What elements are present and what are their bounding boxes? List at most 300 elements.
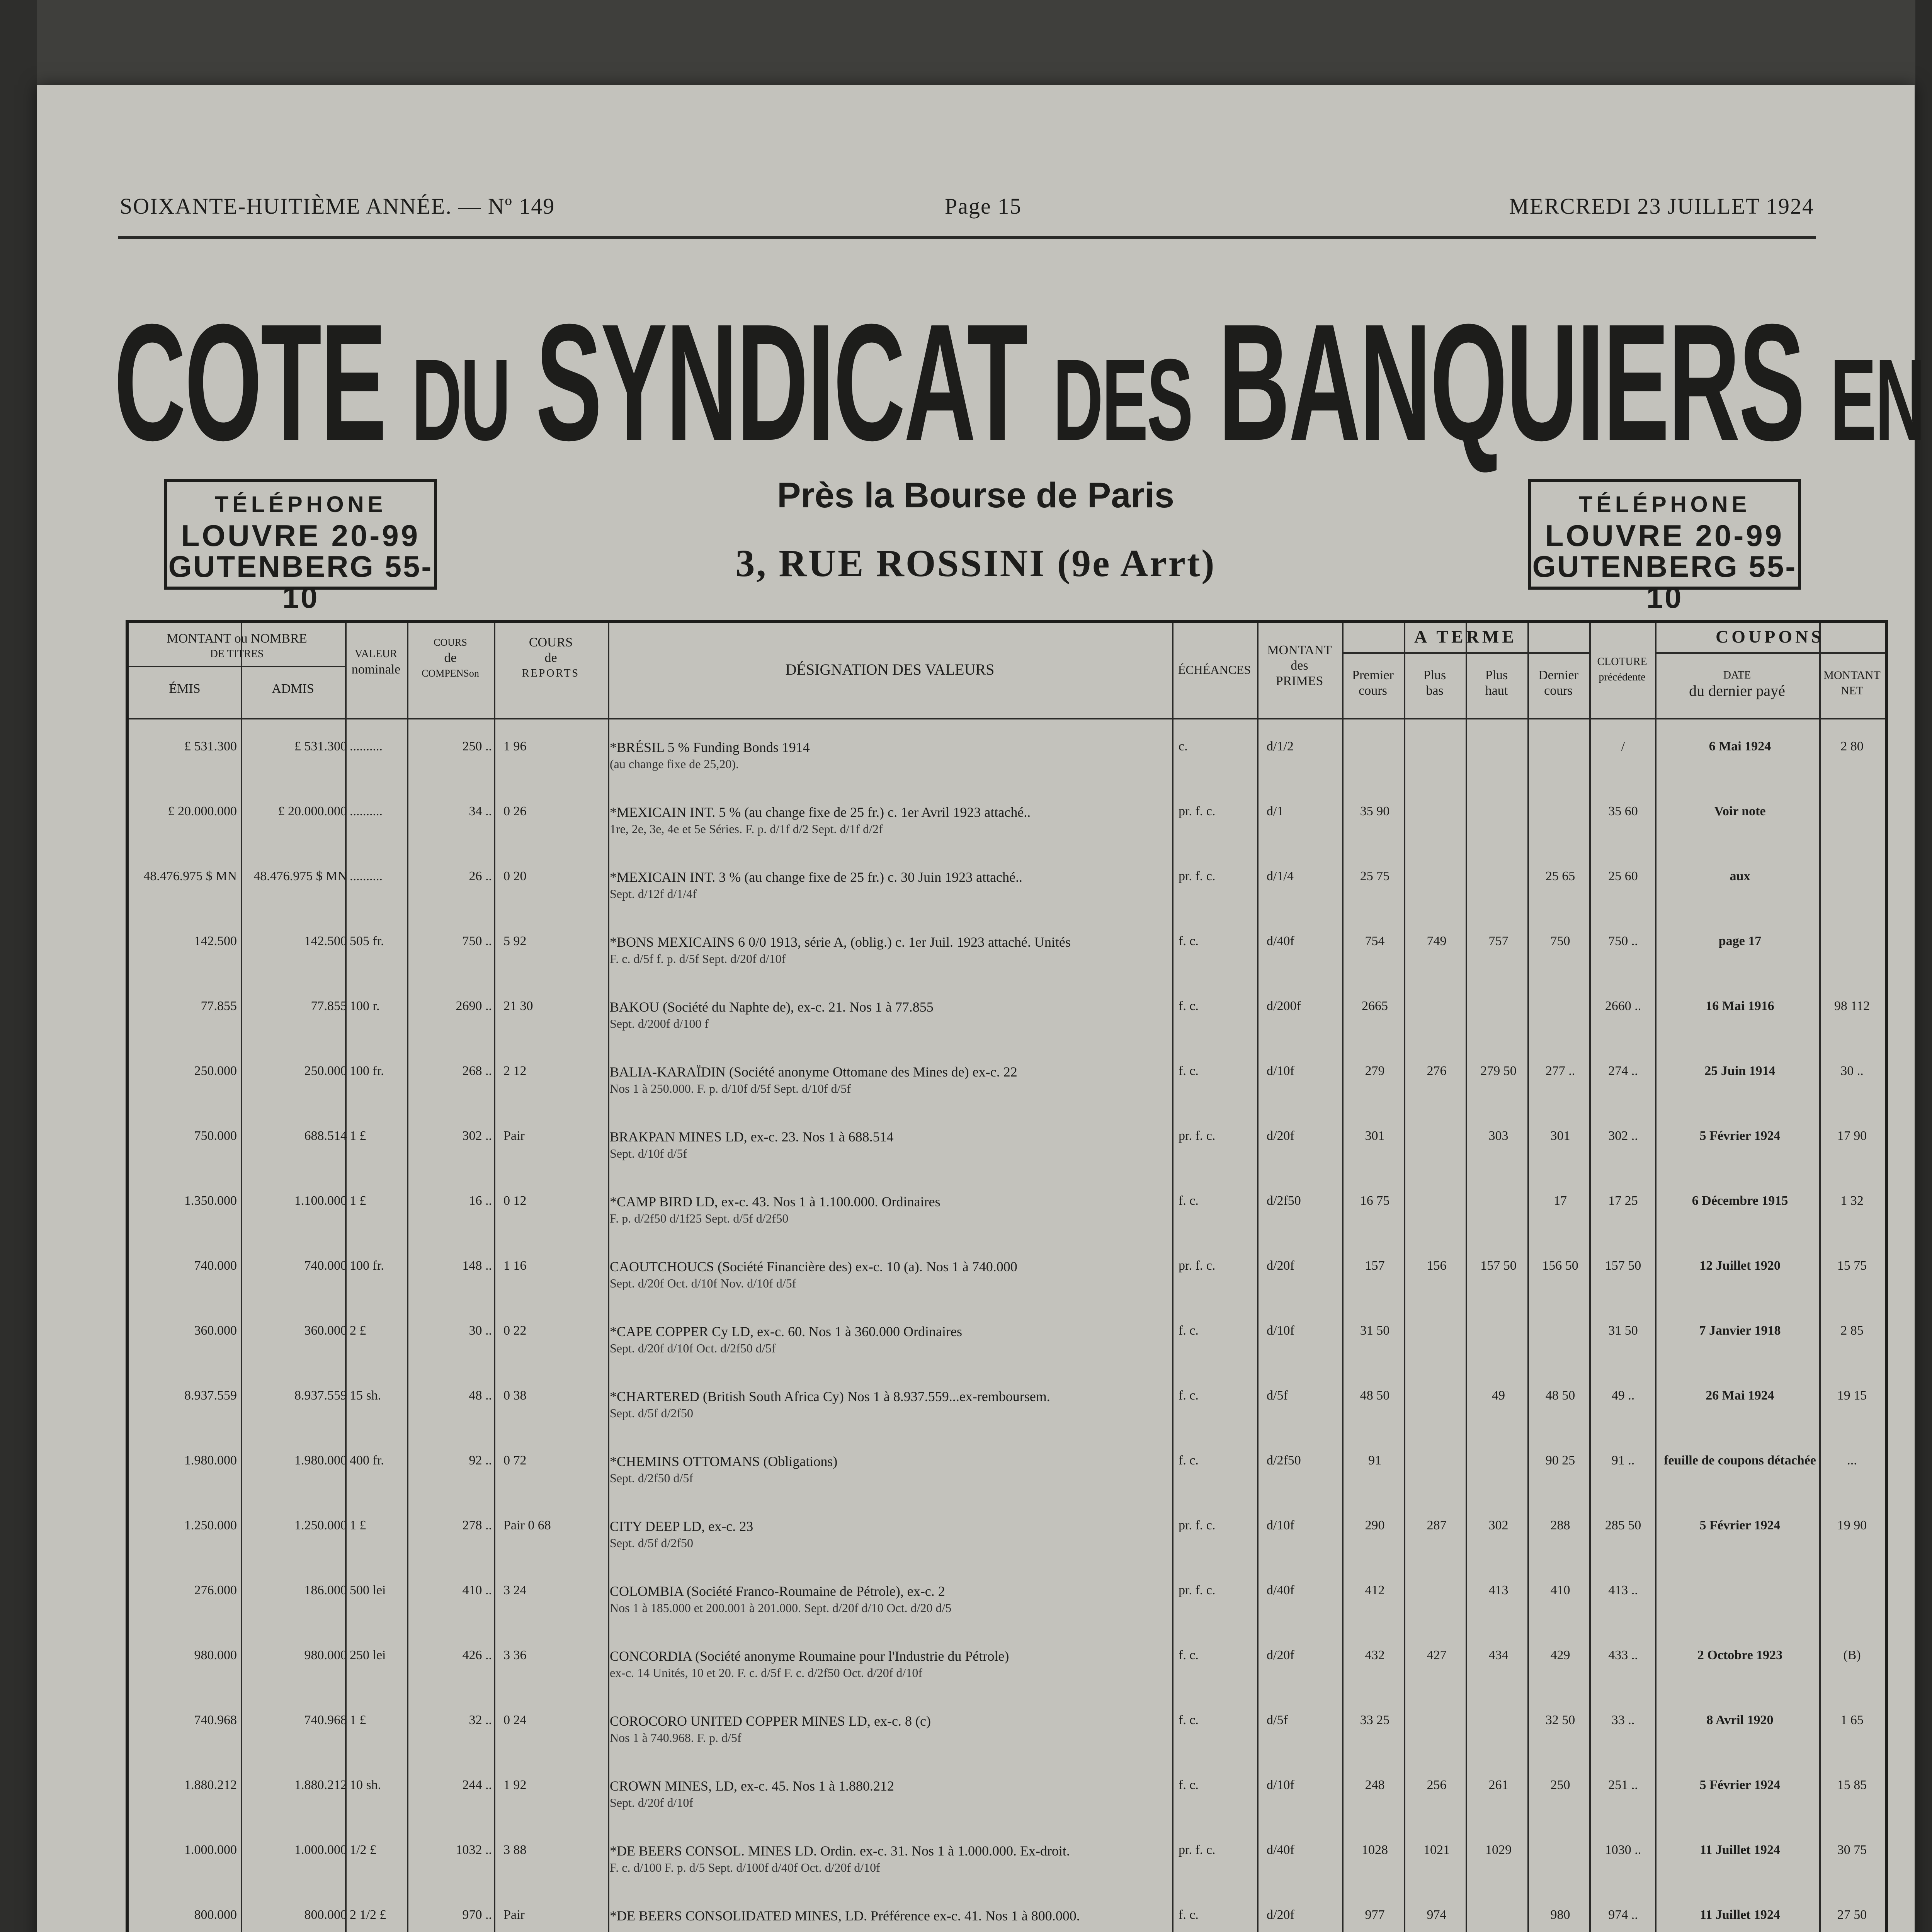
cell-net: 27 50	[1837, 1908, 1867, 1922]
running-head	[37, 193, 1915, 236]
cell-p4: 429	[1550, 1648, 1570, 1662]
cell-des2: Sept. d/200f d/100 f	[610, 1017, 709, 1031]
cell-admis: 186.000	[304, 1583, 347, 1597]
cell-ech: f. c.	[1179, 1778, 1199, 1792]
cell-admis: 250.000	[304, 1064, 347, 1078]
telephone-label: TÉLÉPHONE	[1578, 492, 1751, 517]
cell-emis: £ 20.000.000	[168, 804, 237, 818]
cell-p2: 276	[1427, 1064, 1447, 1078]
table-row	[129, 1453, 1885, 1503]
cell-clot: 750 ..	[1608, 934, 1638, 948]
cell-clot: 31 50	[1608, 1323, 1638, 1338]
cell-p1: 432	[1365, 1648, 1385, 1662]
cell-prime: d/20f	[1267, 1908, 1294, 1922]
cell-comp: 1032 ..	[456, 1843, 492, 1857]
cell-p1: 412	[1365, 1583, 1385, 1597]
header-bottom-rule	[129, 718, 1885, 719]
cell-p4: 288	[1550, 1518, 1570, 1532]
cell-date: 26 Mai 1924	[1706, 1388, 1774, 1403]
cell-rep: 0 22	[503, 1323, 527, 1338]
header-text: COMPENSon	[422, 668, 479, 679]
cell-emis: 250.000	[194, 1064, 237, 1078]
header-text: Premier	[1352, 668, 1394, 682]
subtitle: Près la Bourse de Paris	[777, 476, 1174, 515]
cell-admis: 740.968	[304, 1713, 347, 1727]
table-row	[129, 739, 1885, 789]
header-coupons: COUPONS	[1716, 627, 1824, 646]
cell-emis: 142.500	[194, 934, 237, 948]
cell-net: 19 15	[1837, 1388, 1867, 1403]
cell-des: *BONS MEXICAINS 6 0/0 1913, série A, (oblig.) c. 1er Juil. 1923 attaché. Unités	[610, 934, 1071, 950]
header-montant-net	[1819, 668, 1885, 699]
masthead-title	[114, 290, 1924, 475]
cell-des2: ex-c. 14 Unités, 10 et 20. F. c. d/5f F. c. d/2f50 Oct. d/20f d/10f	[610, 1666, 922, 1680]
cell-des2: (au change fixe de 25,20).	[610, 757, 739, 771]
cell-p2: 974	[1427, 1908, 1447, 1922]
scan-left-margin	[0, 0, 37, 1932]
table-row	[129, 1388, 1885, 1439]
cell-date: 6 Mai 1924	[1709, 739, 1771, 753]
page-number: Page 15	[945, 194, 1022, 219]
header-text: de	[444, 651, 457, 665]
cell-comp: 278 ..	[462, 1518, 492, 1532]
cell-ech: pr. f. c.	[1179, 1518, 1216, 1532]
cell-comp: 268 ..	[462, 1064, 492, 1078]
quotation-table	[126, 620, 1888, 1932]
cell-date: 11 Juillet 1924	[1700, 1843, 1780, 1857]
cell-admis: 1.100.000	[294, 1194, 347, 1208]
cell-p4: 48 50	[1545, 1388, 1575, 1403]
cell-ech: f. c.	[1179, 1453, 1199, 1468]
cell-p1: 91	[1368, 1453, 1381, 1468]
header-text: MONTANT	[1267, 643, 1332, 657]
cell-rep: 1 96	[503, 739, 527, 753]
masthead-word: DU	[412, 335, 510, 464]
cell-des: BRAKPAN MINES LD, ex-c. 23. Nos 1 à 688.514	[610, 1129, 894, 1145]
cell-admis: 142.500	[304, 934, 347, 948]
cell-net: 15 85	[1837, 1778, 1867, 1792]
cell-val: ..........	[350, 804, 383, 818]
cell-comp: 32 ..	[469, 1713, 492, 1727]
cell-comp: 970 ..	[462, 1908, 492, 1922]
cell-prime: d/1/2	[1267, 739, 1294, 753]
cell-prime: d/10f	[1267, 1778, 1294, 1792]
header-text: nominale	[351, 662, 401, 677]
cell-ech: pr. f. c.	[1179, 1259, 1216, 1273]
cell-clot: 974 ..	[1608, 1908, 1638, 1922]
cell-clot: 302 ..	[1608, 1129, 1638, 1143]
cell-comp: 34 ..	[469, 804, 492, 818]
cell-emis: 276.000	[194, 1583, 237, 1597]
cell-p1: 33 25	[1360, 1713, 1390, 1727]
header-text: COURS	[529, 635, 573, 650]
cell-prime: d/5f	[1267, 1388, 1288, 1403]
table-row	[129, 1713, 1885, 1763]
cell-p3: 757	[1488, 934, 1509, 948]
cell-net: ...	[1847, 1453, 1857, 1468]
cell-p1: 25 75	[1360, 869, 1390, 883]
cell-emis: 1.980.000	[184, 1453, 237, 1468]
cell-val: 250 lei	[350, 1648, 386, 1662]
cell-val: 2 £	[350, 1323, 366, 1338]
header-cours-reports	[494, 635, 608, 681]
cell-des: CONCORDIA (Société anonyme Roumaine pour l'Industrie du Pétrole)	[610, 1648, 1009, 1664]
cell-comp: 148 ..	[462, 1259, 492, 1273]
cell-des2: F. c. d/5f f. p. d/5f Sept. d/20f d/10f	[610, 952, 786, 966]
cell-comp: 16 ..	[469, 1194, 492, 1208]
cell-p3: 261	[1488, 1778, 1509, 1792]
cell-date: 2 Octobre 1923	[1697, 1648, 1783, 1662]
header-cours-compensation	[407, 635, 494, 681]
cell-rep: 1 16	[503, 1259, 527, 1273]
cell-des: CROWN MINES, LD, ex-c. 45. Nos 1 à 1.880.212	[610, 1778, 894, 1794]
header-admis: ADMIS	[272, 682, 314, 696]
cell-p2: 287	[1427, 1518, 1447, 1532]
cell-emis: 77.855	[201, 999, 237, 1013]
cell-admis: 48.476.975 $ MN	[253, 869, 347, 883]
cell-net: 30 75	[1837, 1843, 1867, 1857]
table-row	[129, 1583, 1885, 1633]
cell-prime: d/10f	[1267, 1518, 1294, 1532]
cell-emis: £ 531.300	[184, 739, 237, 753]
cell-admis: £ 531.300	[294, 739, 347, 753]
masthead-word: BANQUIERS	[1218, 290, 1804, 475]
cell-date: 8 Avril 1920	[1706, 1713, 1774, 1727]
cell-p4: 25 65	[1545, 869, 1575, 883]
cell-clot: 91 ..	[1611, 1453, 1635, 1468]
cell-p3: 302	[1488, 1518, 1509, 1532]
cell-ech: f. c.	[1179, 999, 1199, 1013]
header-text: PRIMES	[1276, 674, 1323, 688]
header-text: Plus	[1485, 668, 1508, 682]
cell-clot: 285 50	[1605, 1518, 1641, 1532]
cell-val: 505 fr.	[350, 934, 384, 948]
cell-des2: Sept. d/20f d/10f	[610, 1796, 693, 1810]
header-text: Dernier	[1538, 668, 1578, 682]
cell-p4: 277 ..	[1545, 1064, 1575, 1078]
cell-prime: d/10f	[1267, 1064, 1294, 1078]
cell-emis: 1.880.212	[184, 1778, 237, 1792]
cell-date: 25 Juin 1914	[1704, 1064, 1776, 1078]
cell-admis: 8.937.559	[294, 1388, 347, 1403]
cell-ech: pr. f. c.	[1179, 869, 1216, 883]
cell-rep: 2 12	[503, 1064, 527, 1078]
cell-val: 400 fr.	[350, 1453, 384, 1468]
cell-admis: 740.000	[304, 1259, 347, 1273]
cell-prime: d/5f	[1267, 1713, 1288, 1727]
cell-comp: 48 ..	[469, 1388, 492, 1403]
cell-comp: 750 ..	[462, 934, 492, 948]
cell-date: Voir note	[1714, 804, 1766, 818]
header-text: REPORTS	[522, 667, 580, 679]
cell-val: 10 sh.	[350, 1778, 381, 1792]
newspaper-page	[37, 85, 1924, 1932]
cell-p4: 750	[1550, 934, 1570, 948]
cell-clot: /	[1621, 739, 1625, 753]
telephone-line: GUTENBERG 55-10	[168, 549, 433, 614]
cell-p1: 977	[1365, 1908, 1385, 1922]
cell-prime: d/20f	[1267, 1648, 1294, 1662]
cell-des2: Nos 1 à 185.000 et 200.001 à 201.000. Sept. d/20f d/10 Oct. d/20 d/5	[610, 1601, 952, 1615]
cell-des2: 1re, 2e, 3e, 4e et 5e Séries. F. p. d/1f d/2 Sept. d/1f d/2f	[610, 822, 883, 836]
cell-prime: d/200f	[1267, 999, 1301, 1013]
masthead-word: COTE	[114, 290, 386, 475]
cell-des: COROCORO UNITED COPPER MINES LD, ex-c. 8 (c)	[610, 1713, 931, 1729]
cell-des: *CAPE COPPER Cy LD, ex-c. 60. Nos 1 à 360.000 Ordinaires	[610, 1324, 962, 1339]
header-dernier-cours	[1527, 668, 1589, 699]
cell-prime: d/2f50	[1267, 1453, 1301, 1468]
table-row	[129, 1323, 1885, 1374]
header-text: cours	[1359, 684, 1387, 698]
cell-des2: Sept. d/2f50 d/5f	[610, 1471, 693, 1485]
masthead-word: DES	[1053, 335, 1192, 464]
cell-rep: 0 24	[503, 1713, 527, 1727]
cell-ech: f. c.	[1179, 1388, 1199, 1403]
cell-net: 30 ..	[1840, 1064, 1864, 1078]
header-text: DATE	[1723, 669, 1751, 681]
cell-p2: 1021	[1423, 1843, 1450, 1857]
table-row	[129, 1908, 1885, 1932]
cell-p2: 427	[1427, 1648, 1447, 1662]
cell-date: 5 Février 1924	[1699, 1518, 1781, 1532]
header-text: précédente	[1599, 671, 1646, 683]
cell-des: *DE BEERS CONSOL. MINES LD. Ordin. ex-c. 31. Nos 1 à 1.000.000. Ex-droit.	[610, 1843, 1070, 1859]
cell-des: CAOUTCHOUCS (Société Financière des) ex-c. 10 (a). Nos 1 à 740.000	[610, 1259, 1017, 1274]
cell-rep: 1 92	[503, 1778, 527, 1792]
cell-clot: 33 ..	[1611, 1713, 1635, 1727]
cell-des: *CAMP BIRD LD, ex-c. 43. Nos 1 à 1.100.000. Ordinaires	[610, 1194, 940, 1209]
cell-p1: 2665	[1362, 999, 1388, 1013]
cell-rep: Pair	[503, 1129, 525, 1143]
header-echeances: ÉCHÉANCES	[1178, 663, 1251, 677]
header-emis: ÉMIS	[169, 682, 201, 696]
cell-des: *MEXICAIN INT. 3 % (au change fixe de 25 fr.) c. 30 Juin 1923 attaché..	[610, 869, 1023, 885]
header-valeur	[345, 646, 407, 677]
header-plus-haut	[1466, 668, 1527, 699]
cell-clot: 35 60	[1608, 804, 1638, 818]
cell-des2: F. p. d/2f50 d/1f25 Sept. d/5f d/2f50	[610, 1211, 789, 1225]
header-montant-primes	[1257, 643, 1342, 689]
cell-date: feuille de coupons détachée	[1664, 1453, 1816, 1468]
cell-prime: d/40f	[1267, 1843, 1294, 1857]
top-rule	[118, 236, 1816, 239]
table-row	[129, 1518, 1885, 1568]
cell-prime: d/20f	[1267, 1129, 1294, 1143]
cell-p3: 49	[1492, 1388, 1505, 1403]
cell-des2: F. c. d/100 F. p. d/5 Sept. d/100f d/40f Oct. d/20f d/10f	[610, 1861, 880, 1874]
cell-clot: 25 60	[1608, 869, 1638, 883]
cell-admis: 1.000.000	[294, 1843, 347, 1857]
cell-ech: pr. f. c.	[1179, 1843, 1216, 1857]
cell-p4: 301	[1550, 1129, 1570, 1143]
cell-clot: 413 ..	[1608, 1583, 1638, 1597]
header-rule	[1342, 652, 1589, 654]
cell-admis: 1.980.000	[294, 1453, 347, 1468]
table-row	[129, 1064, 1885, 1114]
cell-admis: 77.855	[311, 999, 347, 1013]
cell-net: (B)	[1843, 1648, 1861, 1662]
cell-val: ..........	[350, 869, 383, 883]
cell-clot: 251 ..	[1608, 1778, 1638, 1792]
cell-val: 1/2 £	[350, 1843, 376, 1857]
table-row	[129, 1259, 1885, 1309]
cell-prime: d/40f	[1267, 1583, 1294, 1597]
header-text: MONTANT ou NOMBRE	[167, 631, 307, 646]
cell-date: 5 Février 1924	[1699, 1778, 1781, 1792]
cell-ech: f. c.	[1179, 1064, 1199, 1078]
table-row	[129, 1648, 1885, 1698]
header-montant-nombre	[129, 631, 345, 662]
cell-des2: Sept. d/12f d/1/4f	[610, 887, 697, 901]
header-text: bas	[1426, 684, 1444, 698]
cell-emis: 48.476.975 $ MN	[143, 869, 237, 883]
cell-rep: 0 38	[503, 1388, 527, 1403]
cell-val: 2 1/2 £	[350, 1908, 386, 1922]
cell-emis: 1.000.000	[184, 1843, 237, 1857]
cell-ech: pr. f. c.	[1179, 1129, 1216, 1143]
cell-des: *BRÉSIL 5 % Funding Bonds 1914	[610, 740, 810, 755]
cell-rep: 0 26	[503, 804, 527, 818]
cell-des: CITY DEEP LD, ex-c. 23	[610, 1519, 753, 1534]
cell-emis: 980.000	[194, 1648, 237, 1662]
cell-prime: d/2f50	[1267, 1194, 1301, 1208]
table-row	[129, 1129, 1885, 1179]
cell-net: 98 112	[1834, 999, 1870, 1013]
cell-rep: 0 20	[503, 869, 527, 883]
cell-rep: 0 12	[503, 1194, 527, 1208]
cell-rep: 3 88	[503, 1843, 527, 1857]
cell-date: 5 Février 1924	[1699, 1129, 1781, 1143]
cell-p3: 279 50	[1480, 1064, 1517, 1078]
cell-comp: 2690 ..	[456, 999, 492, 1013]
cell-p4: 980	[1550, 1908, 1570, 1922]
header-text: MONTANT	[1823, 669, 1881, 682]
cell-p1: 754	[1365, 934, 1385, 948]
cell-p4: 410	[1550, 1583, 1570, 1597]
cell-comp: 26 ..	[469, 869, 492, 883]
cell-val: 15 sh.	[350, 1388, 381, 1403]
cell-admis: 1.250.000	[294, 1518, 347, 1532]
cell-date: aux	[1730, 869, 1750, 883]
cell-net: 19 90	[1837, 1518, 1867, 1532]
cell-p1: 48 50	[1360, 1388, 1390, 1403]
cell-des: *DE BEERS CONSOLIDATED MINES, LD. Préférence ex-c. 41. Nos 1 à 800.000.	[610, 1908, 1080, 1923]
cell-val: 100 fr.	[350, 1259, 384, 1273]
cell-emis: 750.000	[194, 1129, 237, 1143]
cell-comp: 302 ..	[462, 1129, 492, 1143]
cell-val: ..........	[350, 739, 383, 753]
cell-clot: 2660 ..	[1605, 999, 1641, 1013]
cell-emis: 800.000	[194, 1908, 237, 1922]
issue-date: MERCREDI 23 JUILLET 1924	[1509, 194, 1814, 219]
table-row	[129, 1194, 1885, 1244]
telephone-line: LOUVRE 20-99	[181, 519, 420, 553]
cell-comp: 410 ..	[462, 1583, 492, 1597]
cell-rep: 3 36	[503, 1648, 527, 1662]
cell-p4: 17	[1554, 1194, 1567, 1208]
cell-des: *CHEMINS OTTOMANS (Obligations)	[610, 1454, 838, 1469]
cell-clot: 1030 ..	[1605, 1843, 1641, 1857]
telephone-line: LOUVRE 20-99	[1545, 519, 1784, 553]
cell-rep: 5 92	[503, 934, 527, 948]
cell-p1: 290	[1365, 1518, 1385, 1532]
cell-p4: 250	[1550, 1778, 1570, 1792]
cell-p4: 32 50	[1545, 1713, 1575, 1727]
cell-des: BAKOU (Société du Naphte de), ex-c. 21. Nos 1 à 77.855	[610, 999, 934, 1015]
table-row	[129, 1778, 1885, 1828]
cell-des2: Nos 1 à 740.968. F. p. d/5f	[610, 1731, 742, 1745]
masthead-word: EN	[1830, 335, 1924, 464]
header-designation: DÉSIGNATION DES VALEURS	[785, 661, 995, 678]
cell-val: 1 £	[350, 1194, 366, 1208]
header-plus-bas	[1404, 668, 1466, 699]
cell-p2: 156	[1427, 1259, 1447, 1273]
cell-emis: 1.250.000	[184, 1518, 237, 1532]
cell-p3: 434	[1488, 1648, 1509, 1662]
cell-val: 1 £	[350, 1518, 366, 1532]
cell-prime: d/1/4	[1267, 869, 1294, 883]
cell-rep: Pair 0 68	[503, 1518, 551, 1532]
telephone-label: TÉLÉPHONE	[214, 492, 387, 517]
cell-ech: c.	[1179, 739, 1188, 753]
cell-clot: 49 ..	[1611, 1388, 1635, 1403]
cell-des: *CHARTERED (British South Africa Cy) Nos 1 à 8.937.559...ex-remboursem.	[610, 1389, 1050, 1404]
header-text: NET	[1840, 684, 1864, 697]
cell-date: page 17	[1718, 934, 1762, 948]
cell-p2: 256	[1427, 1778, 1447, 1792]
cell-des: *MEXICAIN INT. 5 % (au change fixe de 25 fr.) c. 1er Avril 1923 attaché..	[610, 804, 1031, 820]
cell-p1: 35 90	[1360, 804, 1390, 818]
cell-admis: 1.880.212	[294, 1778, 347, 1792]
cell-p1: 16 75	[1360, 1194, 1390, 1208]
cell-comp: 250 ..	[462, 739, 492, 753]
header-text: COURS	[434, 637, 467, 648]
cell-prime: d/20f	[1267, 1259, 1294, 1273]
cell-emis: 740.968	[194, 1713, 237, 1727]
header-cloture	[1589, 654, 1655, 685]
cell-p1: 31 50	[1360, 1323, 1390, 1338]
cell-emis: 8.937.559	[184, 1388, 237, 1403]
table-row	[129, 1843, 1885, 1893]
cell-rep: 21 30	[503, 999, 533, 1013]
address: 3, RUE ROSSINI (9e Arrt)	[735, 542, 1216, 585]
cell-net: 15 75	[1837, 1259, 1867, 1273]
header-text: DE TITRES	[210, 648, 264, 660]
cell-rep: 3 24	[503, 1583, 527, 1597]
cell-p4: 156 50	[1542, 1259, 1578, 1273]
cell-clot: 274 ..	[1608, 1064, 1638, 1078]
cell-p1: 301	[1365, 1129, 1385, 1143]
header-text: Plus	[1423, 668, 1446, 682]
cell-val: 100 r.	[350, 999, 380, 1013]
cell-ech: f. c.	[1179, 1323, 1199, 1338]
cell-net: 1 65	[1840, 1713, 1864, 1727]
header-premier-cours	[1342, 668, 1404, 699]
cell-clot: 433 ..	[1608, 1648, 1638, 1662]
cell-date: 7 Janvier 1918	[1699, 1323, 1781, 1338]
cell-prime: d/1	[1267, 804, 1284, 818]
header-a-terme: A TERME	[1414, 627, 1517, 646]
cell-ech: f. c.	[1179, 1713, 1199, 1727]
header-rule	[129, 666, 345, 667]
cell-date: 11 Juillet 1924	[1700, 1908, 1780, 1922]
cell-prime: d/10f	[1267, 1323, 1294, 1338]
cell-comp: 92 ..	[469, 1453, 492, 1468]
cell-des2: Sept. d/20f Oct. d/10f Nov. d/10f d/5f	[610, 1276, 796, 1290]
cell-clot: 157 50	[1605, 1259, 1641, 1273]
telephone-line: GUTENBERG 55-10	[1532, 549, 1797, 614]
cell-p3: 157 50	[1480, 1259, 1517, 1273]
